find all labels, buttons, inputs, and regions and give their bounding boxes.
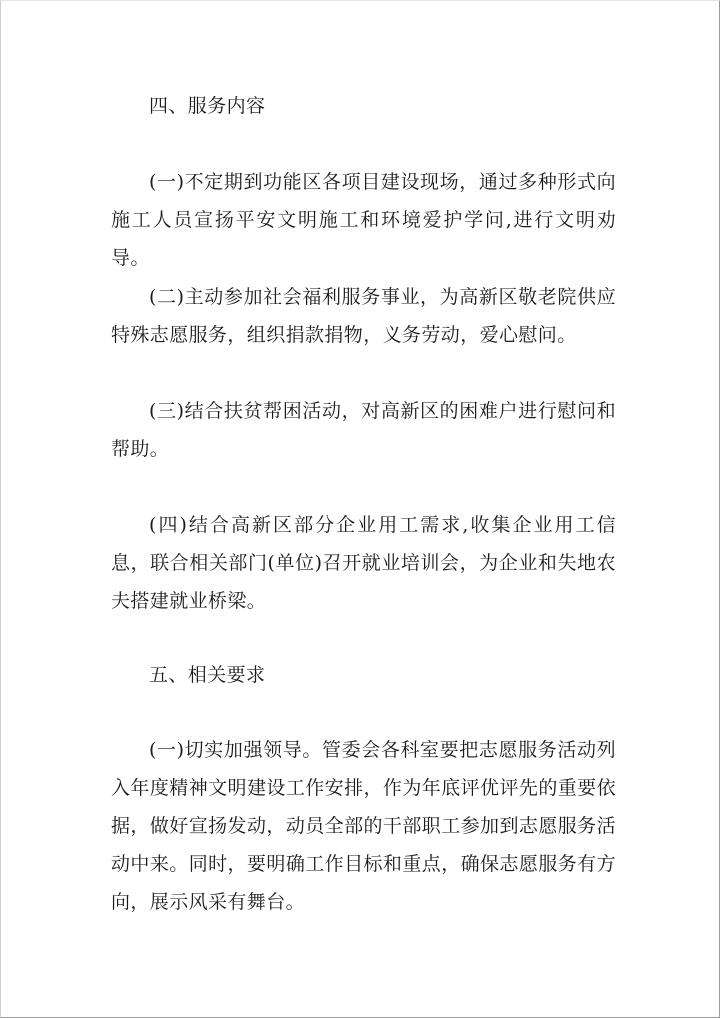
- requirement-item-1: (一)切实加强领导。管委会各科室要把志愿服务活动列入年度精神文明建设工作安排，作为年底评优评先的重要依据，做好宣扬发动，动员全部的干部职工参加到志愿服务活动中来。同时，要明确工作目标和重点，确保志愿服务有方向，展示风采有舞台。: [111, 739, 616, 913]
- service-item-4: (四)结合高新区部分企业用工需求,收集企业用工信息，联合相关部门(单位)召开就业培训会，为企业和失地农夫搭建就业桥梁。: [111, 514, 616, 612]
- service-item-2: (二)主动参加社会福利服务事业，为高新区敬老院供应特殊志愿服务，组织捐款捐物，义务劳动，爱心慰问。: [111, 286, 616, 346]
- service-item-1: (一)不定期到功能区各项目建设现场，通过多种形式向施工人员宣扬平安文明施工和环境爱护学问,进行文明劝导。: [111, 171, 616, 269]
- section-heading-requirements: 五、相关要求: [149, 664, 266, 686]
- section-heading-services: 四、服务内容: [149, 95, 266, 117]
- service-item-3: (三)结合扶贫帮困活动，对高新区的困难户进行慰问和帮助。: [111, 400, 616, 460]
